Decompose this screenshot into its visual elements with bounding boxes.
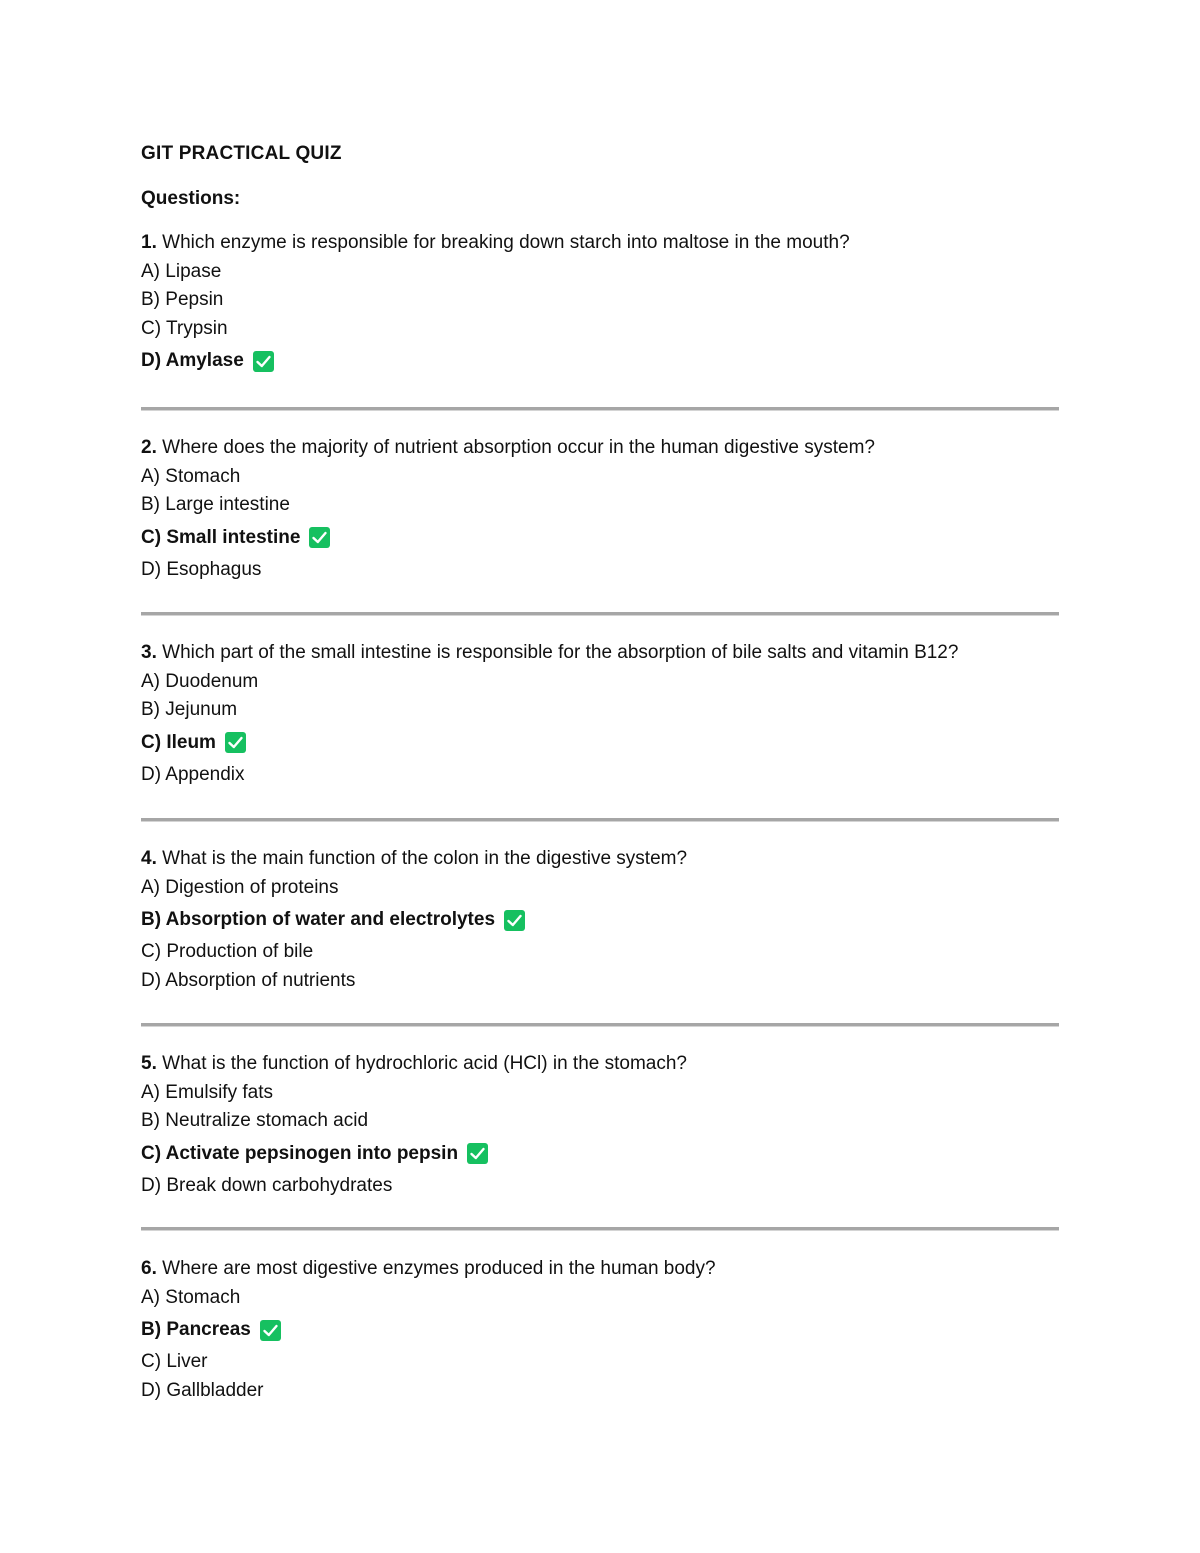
question-1: [141, 229, 1061, 379]
question-text: [141, 639, 1061, 668]
option-d: D) Absorption of nutrients: [141, 969, 356, 991]
question-prompt: What is the main function of the colon in the digestive system?: [162, 848, 688, 869]
question-text: [141, 434, 1061, 463]
check-mark-icon: [253, 351, 274, 372]
question-number: 1.: [141, 232, 157, 253]
option-c-correct: [141, 520, 1061, 556]
question-2: [141, 434, 1061, 584]
option-a: A) Lipase: [141, 260, 222, 282]
divider: [141, 1227, 1059, 1231]
check-mark-icon: [225, 732, 246, 753]
question-number: 4.: [141, 848, 157, 869]
question-prompt: Which enzyme is responsible for breaking down starch into maltose in the mouth?: [162, 232, 850, 253]
question-number: 5.: [141, 1053, 157, 1074]
option-d: D) Break down carbohydrates: [141, 1174, 393, 1196]
option-b: B) Pepsin: [141, 289, 224, 310]
option-d: D) Gallbladder: [141, 1379, 264, 1401]
option-a: A) Stomach: [141, 465, 241, 487]
check-mark-icon: [309, 527, 330, 548]
question-prompt: Which part of the small intestine is responsible for the absorption of bile salts and vitamin B12?: [162, 642, 959, 663]
option-a: A) Emulsify fats: [141, 1081, 273, 1103]
divider: [141, 407, 1059, 411]
option-c-correct: [141, 1136, 1061, 1172]
quiz-page: [141, 0, 1061, 1553]
option-c: C) Production of bile: [141, 941, 314, 962]
question-number: 6.: [141, 1258, 157, 1279]
option-c: C) Trypsin: [141, 317, 228, 339]
option-label: C) Ileum: [141, 731, 216, 753]
option-label: D) Amylase: [141, 350, 244, 371]
question-text: [141, 1050, 1061, 1079]
option-b: B) Jejunum: [141, 699, 238, 720]
option-label: B) Absorption of water and electrolytes: [141, 909, 496, 930]
questions-heading: Questions:: [141, 188, 241, 209]
question-5: [141, 1050, 1061, 1200]
option-a: A) Digestion of proteins: [141, 876, 339, 898]
question-text: [141, 845, 1061, 874]
option-d: D) Appendix: [141, 763, 245, 785]
page-title: GIT PRACTICAL QUIZ: [141, 143, 342, 164]
option-d-correct: [141, 343, 1061, 379]
check-mark-icon: [504, 910, 525, 931]
option-c-correct: [141, 725, 1061, 761]
question-number: 3.: [141, 642, 157, 663]
option-a: A) Stomach: [141, 1286, 241, 1308]
divider: [141, 612, 1059, 616]
question-prompt: What is the function of hydrochloric acid (HCl) in the stomach?: [162, 1053, 687, 1074]
option-b: B) Neutralize stomach acid: [141, 1110, 369, 1131]
divider: [141, 1023, 1059, 1027]
option-label: B) Pancreas: [141, 1319, 251, 1340]
check-mark-icon: [467, 1143, 488, 1164]
option-label: C) Small intestine: [141, 526, 301, 548]
option-c: C) Liver: [141, 1351, 208, 1372]
option-a: A) Duodenum: [141, 670, 259, 692]
divider: [141, 818, 1059, 822]
question-text: [141, 229, 1061, 258]
question-prompt: Where are most digestive enzymes produced in the human body?: [162, 1258, 716, 1279]
option-b-correct: [141, 902, 1061, 938]
question-4: [141, 845, 1061, 995]
question-text: [141, 1255, 1061, 1284]
question-6: [141, 1255, 1061, 1405]
option-d: D) Esophagus: [141, 558, 262, 580]
check-mark-icon: [260, 1320, 281, 1341]
question-number: 2.: [141, 437, 157, 458]
option-label: C) Activate pepsinogen into pepsin: [141, 1142, 459, 1164]
question-3: [141, 639, 1061, 789]
question-prompt: Where does the majority of nutrient absorption occur in the human digestive system?: [162, 437, 876, 458]
option-b-correct: [141, 1312, 1061, 1348]
option-b: B) Large intestine: [141, 494, 290, 515]
